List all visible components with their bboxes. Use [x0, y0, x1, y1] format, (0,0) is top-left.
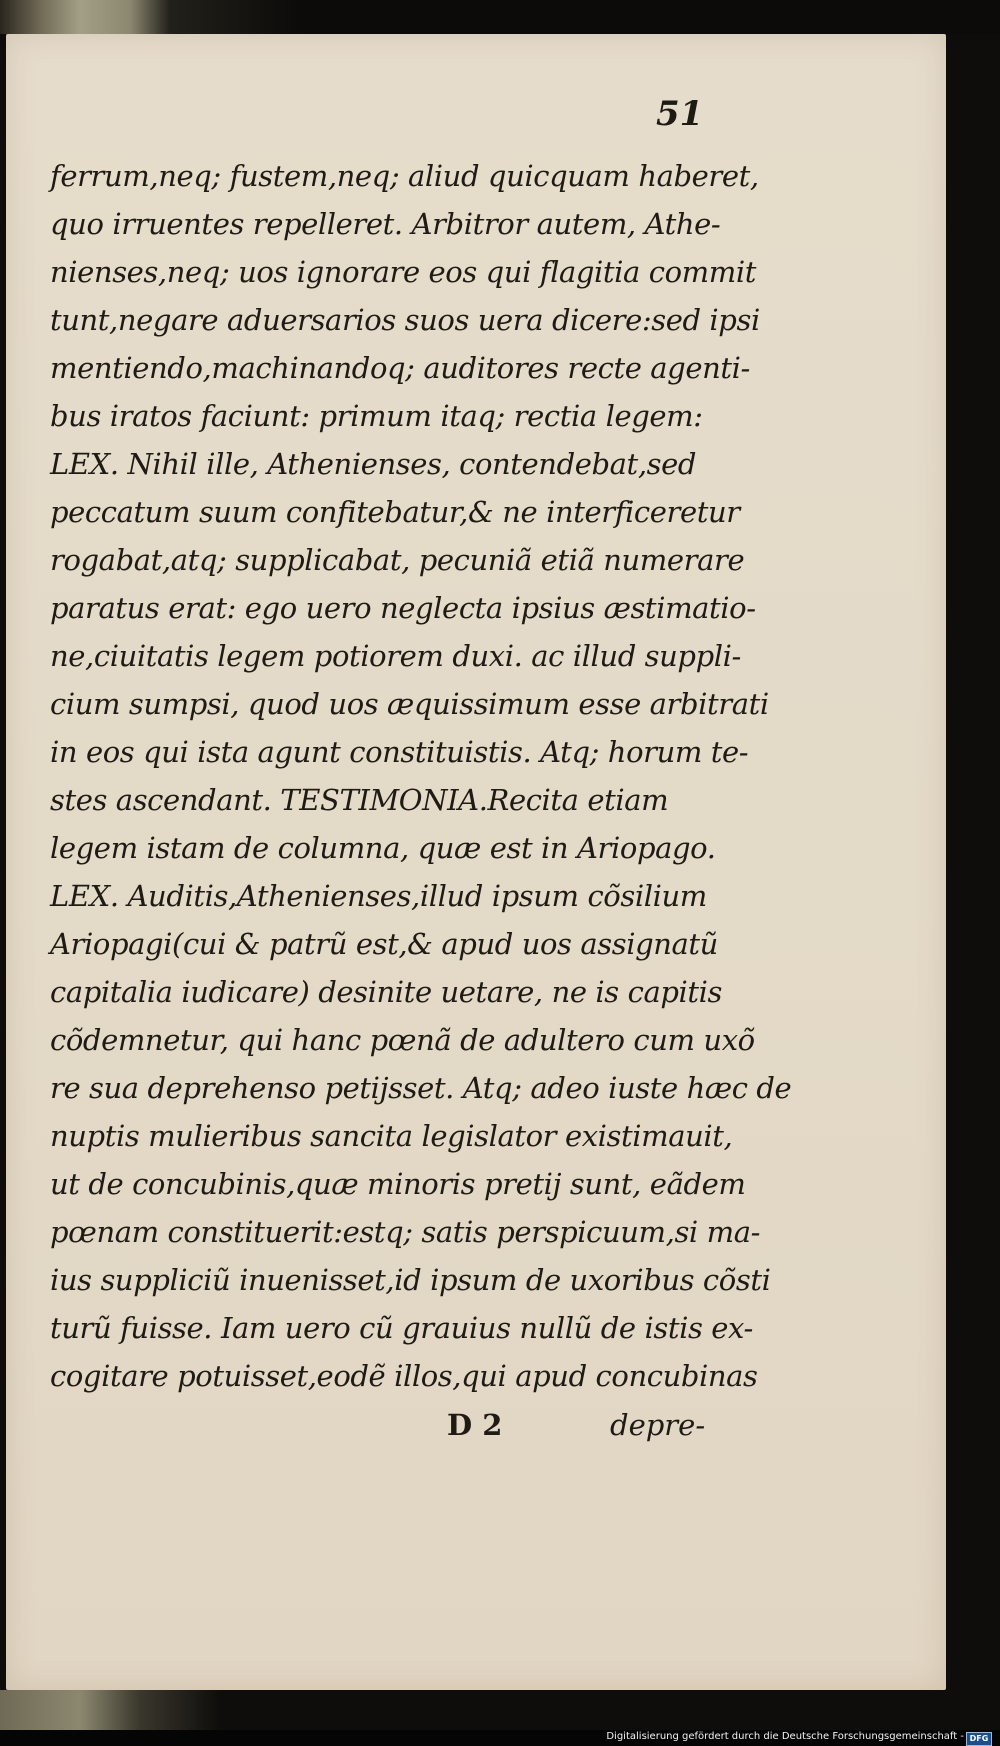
page-number: 51: [656, 94, 704, 134]
catchword: depre-: [610, 1408, 706, 1442]
text-line: cogitare potuisset,eodẽ illos,qui apud concubinas: [50, 1359, 758, 1393]
digitization-credit: Digitalisierung gefördert durch die Deutsche Forschungsgemeinschaft -: [606, 1731, 964, 1742]
text-line: stes ascendant. TESTIMONIA.Recita etiam: [50, 783, 669, 817]
text-line: quo irruentes repelleret. Arbitror autem, Athe-: [50, 207, 721, 241]
text-line: ut de concubinis,quæ minoris pretij sunt, eãdem: [50, 1167, 746, 1201]
text-line: pœnam constituerit:estq; satis perspicuum,si ma-: [50, 1215, 761, 1249]
signature-mark: D 2: [447, 1408, 503, 1442]
scan-bottom-edge: [0, 1690, 1000, 1730]
text-line: LEX. Auditis,Athenienses,illud ipsum cõsilium: [50, 879, 707, 913]
text-line: ius suppliciũ inuenisset,id ipsum de uxoribus cõsti: [50, 1263, 771, 1297]
text-line: nienses,neq; uos ignorare eos qui flagitia commit: [50, 255, 756, 289]
text-line: LEX. Nihil ille, Athenienses, contendebat,sed: [50, 447, 697, 481]
text-line: capitalia iudicare) desinite uetare, ne is capitis: [50, 975, 722, 1009]
page-footer: [50, 1408, 720, 1456]
text-line: ferrum,neq; fustem,neq; aliud quicquam haberet,: [50, 159, 759, 193]
text-line: Ariopagi(cui & patrũ est,& apud uos assignatũ: [50, 927, 718, 961]
text-line: in eos qui ista agunt constituistis. Atq; horum te-: [50, 735, 749, 769]
text-line: paratus erat: ego uero neglecta ipsius æstimatio-: [50, 591, 756, 625]
scan-top-edge: [0, 0, 1000, 34]
dfg-logo-icon: DFG: [966, 1732, 992, 1746]
book-page: [6, 34, 946, 1690]
text-line: tunt,negare aduersarios suos uera dicere:sed ipsi: [50, 303, 760, 337]
text-line: cium sumpsi, quod uos æquissimum esse arbitrati: [50, 687, 769, 721]
text-line: mentiendo,machinandoq; auditores recte agenti-: [50, 351, 750, 385]
text-line: bus iratos faciunt: primum itaq; rectia legem:: [50, 399, 703, 433]
text-line: rogabat,atq; supplicabat, pecuniã etiã numerare: [50, 543, 745, 577]
body-text: [50, 152, 792, 1400]
text-line: peccatum suum confitebatur,& ne interficeretur: [50, 495, 740, 529]
text-line: ne,ciuitatis legem potiorem duxi. ac illud suppli-: [50, 639, 741, 673]
text-line: re sua deprehenso petijsset. Atq; adeo iuste hæc de: [50, 1071, 792, 1105]
text-line: nuptis mulieribus sancita legislator existimauit,: [50, 1119, 733, 1153]
text-line: legem istam de columna, quæ est in Ariopago.: [50, 831, 716, 865]
text-line: cõdemnetur, qui hanc pœnã de adultero cum uxõ: [50, 1023, 755, 1057]
text-line: turũ fuisse. Iam uero cũ grauius nullũ de istis ex-: [50, 1311, 753, 1345]
